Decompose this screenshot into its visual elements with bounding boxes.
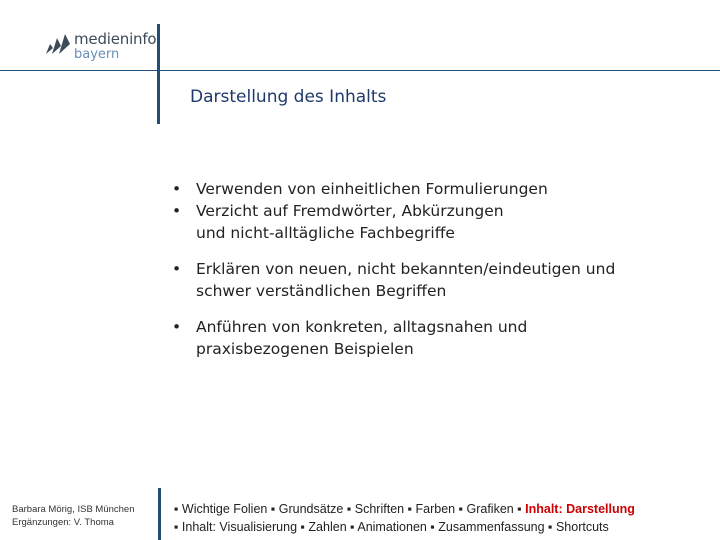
nav-separator: ▪	[174, 502, 182, 516]
footer-additions: Ergänzungen: V. Thoma	[12, 517, 114, 528]
nav-row	[174, 518, 714, 536]
nav-separator: ▪	[350, 520, 358, 534]
bullet-item	[172, 178, 692, 200]
nav-link[interactable]: Wichtige Folien	[181, 502, 268, 516]
bullet-item	[172, 200, 692, 244]
nav-link[interactable]: Farben	[415, 502, 456, 516]
bullet-dot: •	[172, 202, 182, 220]
nav-separator: ▪	[174, 520, 182, 534]
medieninfo-logo[interactable]	[44, 24, 164, 68]
nav-separator: ▪	[300, 520, 309, 534]
bullet-text-line: Erklären von neuen, nicht bekannten/eindeutigen und	[196, 260, 616, 278]
bullet-text-line: Verzicht auf Fremdwörter, Abkürzungen	[196, 202, 504, 220]
nav-separator: ▪	[517, 502, 526, 516]
bullet-dot: •	[172, 318, 182, 336]
nav-link[interactable]: Shortcuts	[555, 520, 609, 534]
nav-link[interactable]: Zahlen	[308, 520, 347, 534]
nav-separator: ▪	[430, 520, 439, 534]
footer-navigation	[174, 500, 714, 536]
nav-separator: ▪	[346, 502, 355, 516]
bullet-text-line: Anführen von konkreten, alltagsnahen und	[196, 318, 528, 336]
bullet-text-line: Verwenden von einheitlichen Formulierungen	[196, 180, 548, 198]
header-horizontal-divider	[0, 70, 720, 71]
nav-link[interactable]: Schriften	[354, 502, 405, 516]
footer-credits	[12, 503, 135, 529]
nav-link[interactable]: Grafiken	[466, 502, 514, 516]
footer-vertical-divider	[158, 488, 161, 540]
nav-link[interactable]: Grundsätze	[278, 502, 344, 516]
bullet-item	[172, 258, 692, 302]
nav-row	[174, 500, 714, 518]
nav-separator: ▪	[458, 502, 467, 516]
bullet-dot: •	[172, 260, 182, 278]
nav-link[interactable]: Inhalt: Visualisierung	[181, 520, 298, 534]
bullet-text-line: praxisbezogenen Beispielen	[196, 340, 414, 358]
footer-author: Barbara Mörig, ISB München	[12, 504, 135, 515]
logo-mark-icon	[44, 32, 72, 56]
bullet-list	[172, 178, 692, 360]
slide-title: Darstellung des Inhalts	[190, 87, 387, 107]
nav-link[interactable]: Inhalt: Darstellung	[525, 502, 635, 516]
nav-link[interactable]: Zusammenfassung	[438, 520, 545, 534]
nav-separator: ▪	[270, 502, 279, 516]
bullet-dot: •	[172, 180, 182, 198]
bullet-text-line: schwer verständlichen Begriffen	[196, 282, 447, 300]
logo-text-bayern: bayern	[74, 47, 120, 62]
bullet-item	[172, 316, 692, 360]
header-vertical-divider	[157, 24, 160, 124]
nav-separator: ▪	[407, 502, 416, 516]
logo-text-medieninfo: medieninfo	[74, 30, 157, 48]
bullet-text-line: und nicht-alltägliche Fachbegriffe	[196, 224, 455, 242]
nav-separator: ▪	[548, 520, 556, 534]
nav-link[interactable]: Animationen	[357, 520, 427, 534]
